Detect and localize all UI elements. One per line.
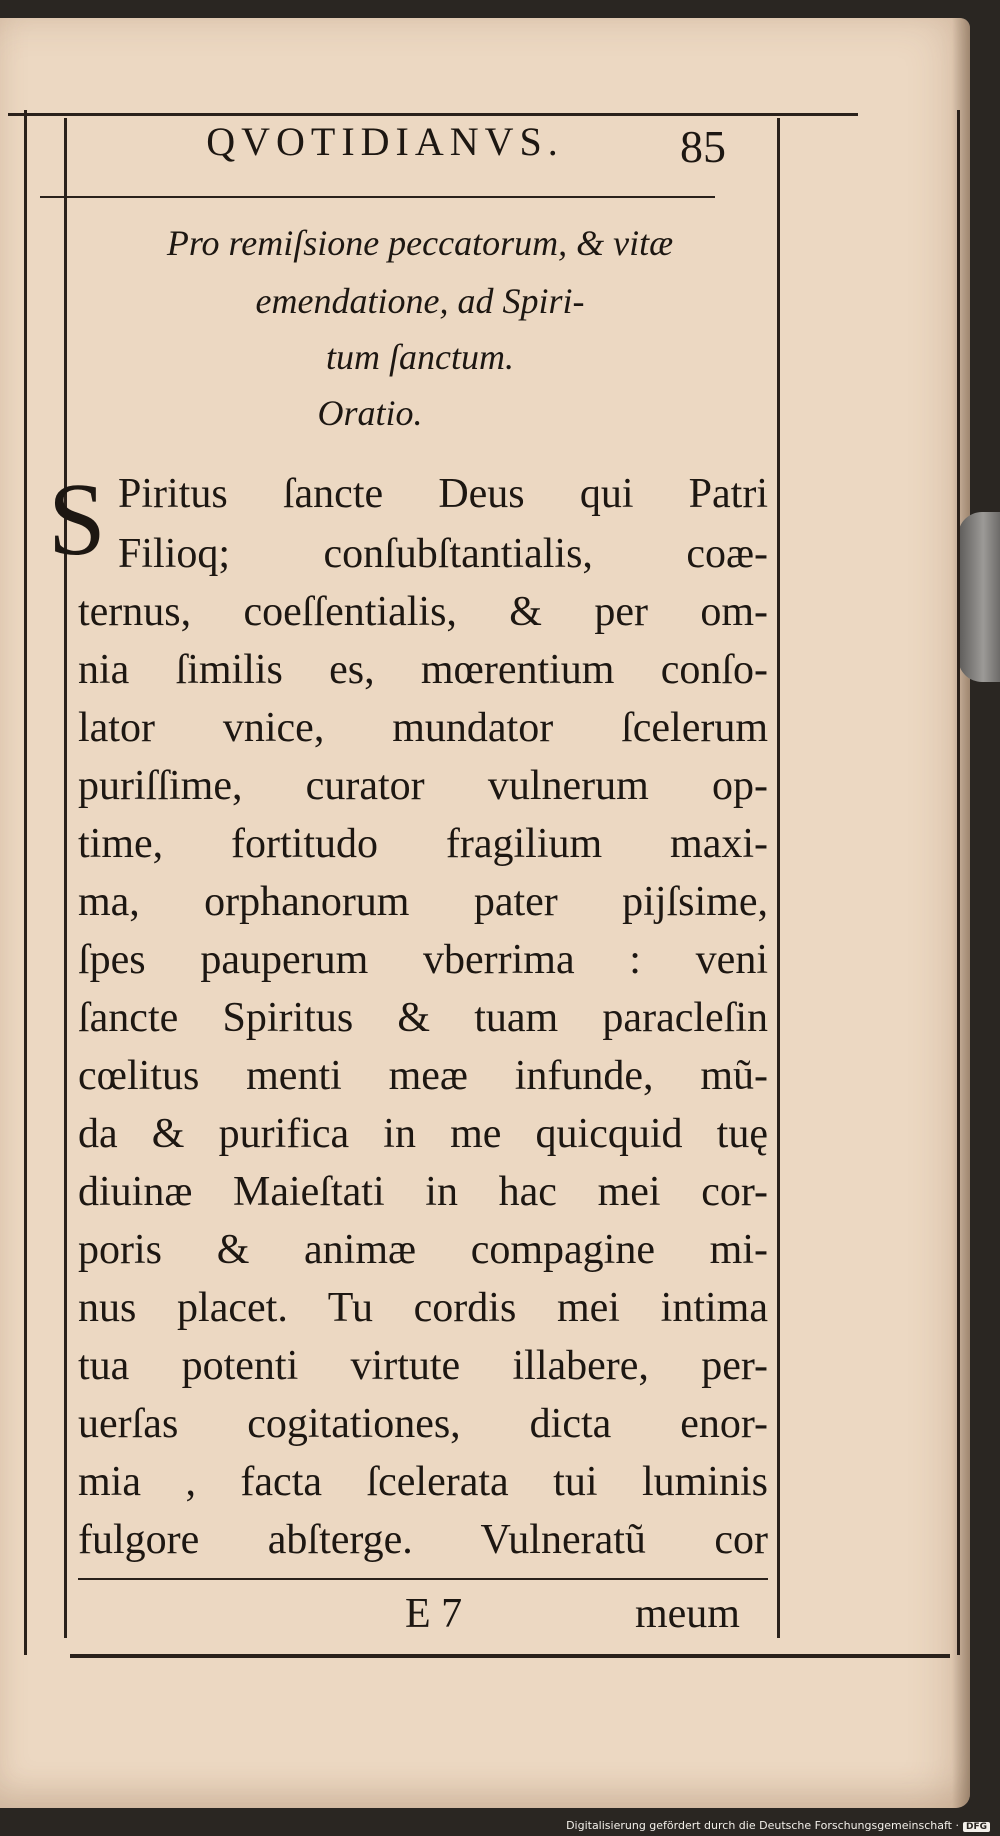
header-rule [40,196,715,198]
drop-cap: S [48,462,106,577]
body-line: time, fortitudo fragilium maxi- [78,821,768,867]
signature-mark: E 7 [405,1591,463,1637]
body-line: ternus, coeſſentialis, & per om- [78,589,768,635]
body-line: Filioq; conſubſtantialis, coæ- [118,531,768,577]
body-line: ſancte Spiritus & tuam paracleſin [78,995,768,1041]
credit-text: Digitalisierung gefördert durch die Deutsche Forschungsgemeinschaft · [566,1819,959,1832]
body-line: lator vnice, mundator ſcelerum [78,705,768,751]
prayer-heading-line-1: Pro remiſsione peccatorum, & vitæ [166,223,674,263]
body-line: ſpes pauperum vberrima : veni [78,937,768,983]
body-line: fulgore abſterge. Vulneratũ cor [78,1517,768,1563]
body-line: tua potenti virtute illabere, per- [78,1343,768,1389]
catchword: meum [635,1591,740,1637]
dfg-logo: DFG [963,1822,990,1832]
page-number: 85 [680,121,726,172]
body-line: ma, orphanorum pater pijſsime, [78,879,768,925]
body-line: diuinæ Maieſtati in hac mei cor- [78,1169,768,1215]
body-line: mia , facta ſcelerata tui luminis [78,1459,768,1505]
body-line: da & purifica in me quicquid tuę [78,1111,768,1157]
running-title: QVOTIDIANVS. [206,119,564,164]
body-line: uerſas cogitationes, dicta enor- [78,1401,768,1447]
prayer-heading-line-3: tum ſanctum. [326,337,514,377]
body-line: Piritus ſancte Deus qui Patri [118,471,768,517]
body-line: nia ſimilis es, mœrentium conſo- [78,647,768,693]
body-line: nus placet. Tu cordis mei intima [78,1285,768,1331]
footer-rule [78,1578,768,1580]
prayer-heading-line-2: emendatione, ad Spiri- [255,281,585,321]
body-line: cœlitus menti meæ infunde, mũ- [78,1053,768,1099]
digitization-credit [566,1819,990,1832]
body-line: puriſſime, curator vulnerum op- [78,763,768,809]
body-line: poris & animæ compagine mi- [78,1227,768,1273]
prayer-subheading: Oratio. [317,393,423,433]
book-clip [958,512,1000,682]
outer-frame-bottom [70,1654,950,1658]
